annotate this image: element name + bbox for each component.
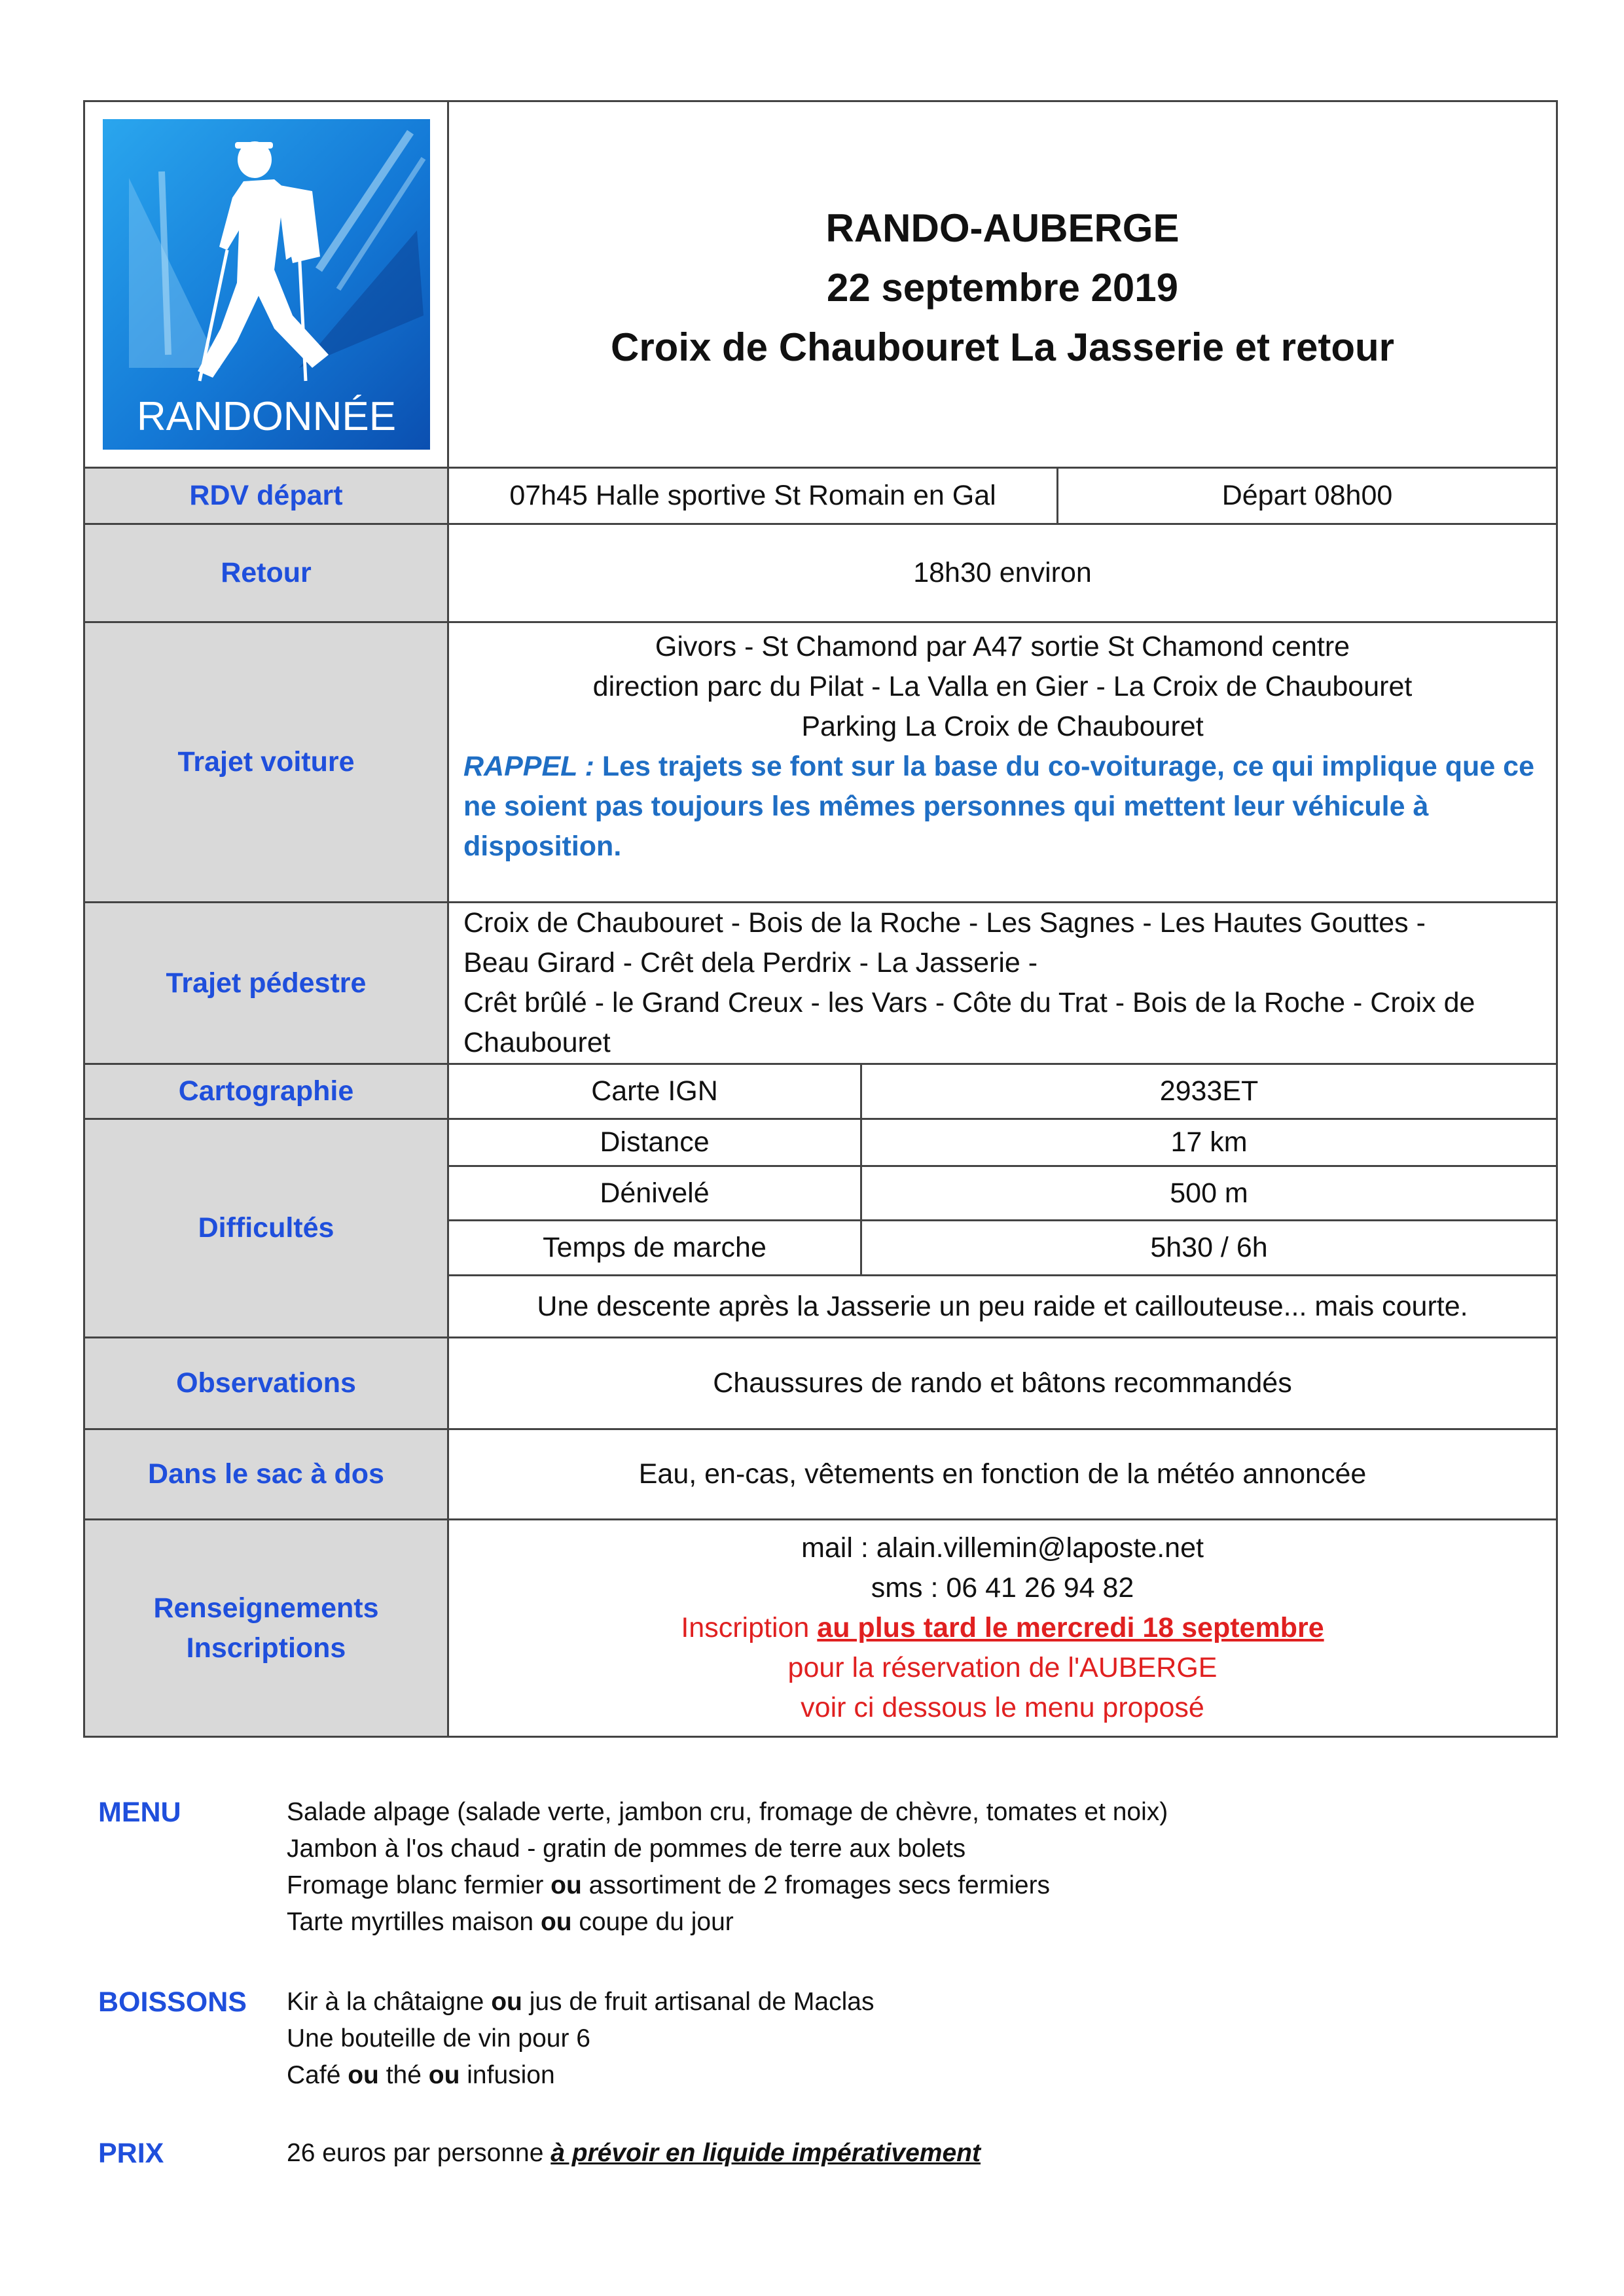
- boisson-item: [287, 1984, 874, 2020]
- sac-label: Dans le sac à dos: [84, 1429, 448, 1520]
- event-info-table: [83, 100, 1558, 1738]
- rappel-label: RAPPEL :: [463, 751, 594, 782]
- menu-item-text: Fromage blanc fermier: [287, 1871, 551, 1899]
- menu-item: [287, 1904, 1168, 1941]
- inscriptions-label-line: Inscriptions: [186, 1632, 346, 1664]
- sac-value: Eau, en-cas, vêtements en fonction de la météo annoncée: [448, 1429, 1557, 1520]
- difficultes-label: Difficultés: [84, 1119, 448, 1338]
- or-word: ou: [348, 2061, 379, 2089]
- boisson-item: Une bouteille de vin pour 6: [287, 2024, 590, 2053]
- prix-line: [287, 2135, 981, 2172]
- contact-sms: sms : 06 41 26 94 82: [871, 1572, 1134, 1604]
- trajet-pedestre-line: Beau Girard - Crêt dela Perdrix - La Jasserie -: [463, 947, 1038, 978]
- trajet-pedestre-label: Trajet pédestre: [84, 903, 448, 1064]
- boisson-item-text: Café: [287, 2061, 348, 2089]
- trajet-voiture-line: Parking La Croix de Chaubouret: [801, 711, 1204, 742]
- or-word: ou: [491, 1988, 522, 2016]
- trajet-pedestre-line: Chaubouret: [463, 1027, 611, 1058]
- boisson-item-text: infusion: [460, 2061, 555, 2089]
- hiker-logo: [103, 119, 430, 450]
- difficulty-key: Dénivelé: [448, 1166, 861, 1221]
- title-cell: [448, 101, 1557, 468]
- menu-items: [287, 1794, 1168, 1941]
- trajet-voiture-label: Trajet voiture: [84, 622, 448, 903]
- boisson-item-text: thé: [378, 2061, 429, 2089]
- trajet-voiture-line: Givors - St Chamond par A47 sortie St Chamond centre: [655, 631, 1350, 662]
- boisson-item-text: jus de fruit artisanal de Maclas: [522, 1988, 875, 2016]
- boisson-item: [287, 2057, 874, 2094]
- rappel-text: Les trajets se font sur la base du co-voiturage, ce qui implique que ce ne soient pas toujours les mêmes personnes qui mettent leur véhicule à disposition.: [463, 751, 1535, 862]
- prix-text: 26 euros par personne: [287, 2139, 551, 2167]
- trajet-voiture-cell: [448, 622, 1557, 903]
- retour-value: 18h30 environ: [448, 524, 1557, 622]
- retour-label: Retour: [84, 524, 448, 622]
- prix-note: à prévoir en liquide impérativement: [550, 2139, 981, 2167]
- inscription-line: [463, 1608, 1542, 1648]
- trajet-voiture-line: direction parc du Pilat - La Valla en Gier - La Croix de Chaubouret: [592, 671, 1413, 702]
- difficulty-value: 17 km: [861, 1119, 1557, 1166]
- inscription-prefix: Inscription: [681, 1612, 818, 1643]
- or-word: ou: [540, 1908, 572, 1936]
- trajet-pedestre-line: Crêt brûlé - le Grand Creux - les Vars - Côte du Trat - Bois de la Roche - Croix de: [463, 987, 1475, 1018]
- observations-value: Chaussures de rando et bâtons recommandés: [448, 1338, 1557, 1429]
- trajet-pedestre-cell: [448, 903, 1557, 1064]
- difficulty-note: Une descente après la Jasserie un peu raide et caillouteuse... mais courte.: [448, 1276, 1557, 1338]
- menu-note-line: voir ci dessous le menu proposé: [801, 1692, 1204, 1723]
- cartographie-key: Carte IGN: [448, 1064, 861, 1119]
- rdv-departure: Départ 08h00: [1058, 468, 1557, 524]
- menu-item-text: Tarte myrtilles maison: [287, 1908, 541, 1936]
- reservation-line: pour la réservation de l'AUBERGE: [787, 1652, 1218, 1683]
- menu-item-text: assortiment de 2 fromages secs fermiers: [581, 1871, 1051, 1899]
- renseignements-cell: [448, 1520, 1557, 1737]
- difficulty-key: Temps de marche: [448, 1221, 861, 1276]
- menu-item: Jambon à l'os chaud - gratin de pommes de terre aux bolets: [287, 1835, 966, 1863]
- rdv-meeting: 07h45 Halle sportive St Romain en Gal: [448, 468, 1058, 524]
- menu-item-text: coupe du jour: [571, 1908, 734, 1936]
- renseignements-label-line: Renseignements: [153, 1592, 379, 1624]
- observations-label: Observations: [84, 1338, 448, 1429]
- inscription-deadline: au plus tard le mercredi 18 septembre: [817, 1612, 1324, 1643]
- difficulty-value: 5h30 / 6h: [861, 1221, 1557, 1276]
- cartographie-label: Cartographie: [84, 1064, 448, 1119]
- boissons-items: [287, 1984, 874, 2094]
- rdv-label: RDV départ: [84, 468, 448, 524]
- difficulty-key: Distance: [448, 1119, 861, 1166]
- logo-cell: [84, 101, 448, 468]
- or-word: ou: [428, 2061, 460, 2089]
- boisson-item-text: Kir à la châtaigne: [287, 1988, 492, 2016]
- prix-text-line: [287, 2135, 981, 2172]
- menu-item: [287, 1867, 1168, 1904]
- menu-item: Salade alpage (salade verte, jambon cru, fromage de chèvre, tomates et noix): [287, 1798, 1168, 1826]
- event-title: RANDO-AUBERGE: [825, 206, 1180, 250]
- difficulty-value: 500 m: [861, 1166, 1557, 1221]
- boissons-label: BOISSONS: [98, 1986, 247, 2018]
- logo-text: RANDONNÉE: [136, 394, 396, 439]
- prix-label: PRIX: [98, 2138, 164, 2169]
- menu-label: MENU: [98, 1797, 181, 1828]
- trajet-pedestre-line: Croix de Chaubouret - Bois de la Roche - Les Sagnes - Les Hautes Gouttes -: [463, 907, 1426, 939]
- renseignements-label: [84, 1520, 448, 1737]
- contact-mail[interactable]: mail : alain.villemin@laposte.net: [801, 1532, 1204, 1564]
- cartographie-value: 2933ET: [861, 1064, 1557, 1119]
- event-route: Croix de Chaubouret La Jasserie et retour: [610, 325, 1394, 369]
- or-word: ou: [550, 1871, 582, 1899]
- event-date: 22 septembre 2019: [826, 266, 1178, 310]
- rappel-note: [463, 747, 1542, 867]
